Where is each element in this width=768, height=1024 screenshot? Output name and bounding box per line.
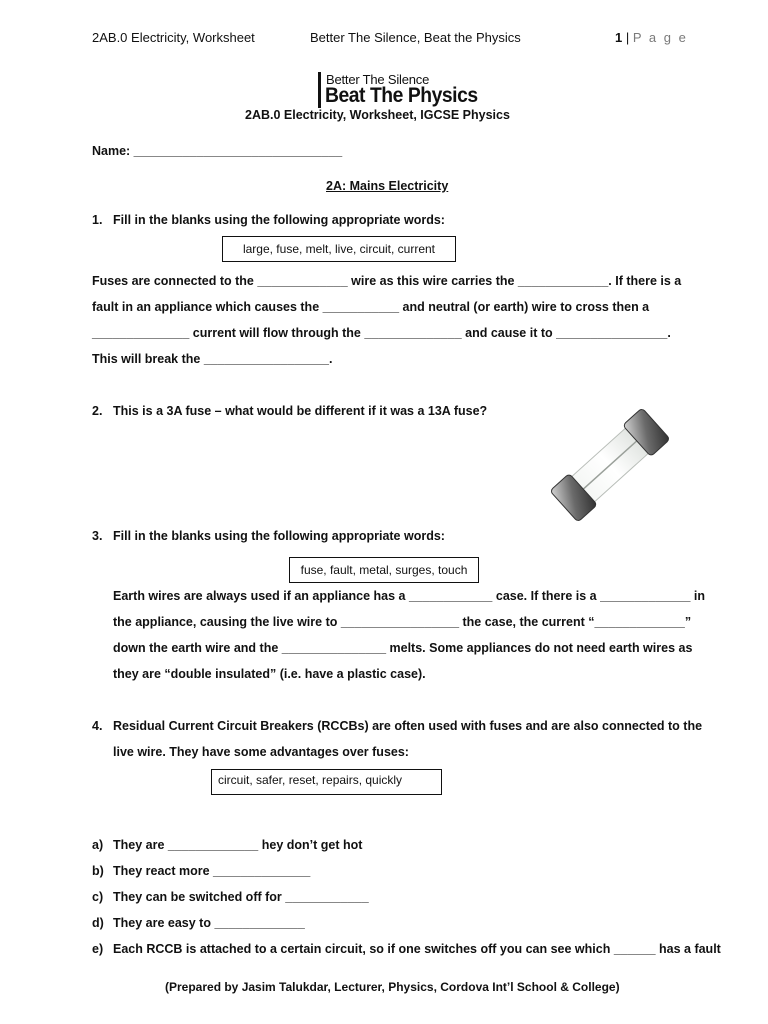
q4-item-label: a) <box>92 838 104 852</box>
q3-prompt: Fill in the blanks using the following appropriate words: <box>113 529 445 543</box>
section-heading: 2A: Mains Electricity <box>326 179 449 193</box>
q4-item-label: d) <box>92 916 104 930</box>
logo-title: Beat The Physics <box>325 84 478 107</box>
q4-item-text: Each RCCB is attached to a certain circuit, so if one switches off you can see which ______ has a fault <box>113 942 721 956</box>
q4-item-label: c) <box>92 890 104 904</box>
q3-line-2: the appliance, causing the live wire to _________________ the case, the current “_____________” <box>113 615 692 629</box>
q3-number: 3. <box>92 529 103 543</box>
page-separator: | <box>625 30 630 45</box>
header-doc-title: 2AB.0 Electricity, Worksheet <box>92 30 255 45</box>
q4-item-text: They are easy to _____________ <box>113 916 305 930</box>
logo-tagline: Better The Silence <box>326 72 430 87</box>
q3-word-bank: fuse, fault, metal, surges, touch <box>289 557 479 583</box>
q4-number: 4. <box>92 719 103 733</box>
q2-number: 2. <box>92 404 103 418</box>
q4-item-label: b) <box>92 864 104 878</box>
q1-number: 1. <box>92 213 103 227</box>
header-page-indicator <box>615 30 688 45</box>
q4-prompt-line-2: live wire. They have some advantages over fuses: <box>113 745 409 759</box>
q3-line-3: down the earth wire and the _______________ melts. Some appliances do not need earth wires as <box>113 641 693 655</box>
q3-line-1: Earth wires are always used if an appliance has a ____________ case. If there is a _____________ in <box>113 589 706 603</box>
q4-item-text: They react more ______________ <box>113 864 311 878</box>
q1-prompt: Fill in the blanks using the following appropriate words: <box>113 213 445 227</box>
logo-bar <box>318 72 321 108</box>
name-field: Name: ______________________________ <box>92 144 343 158</box>
q3-line-4: they are “double insulated” (i.e. have a plastic case). <box>113 667 426 681</box>
q4-item-text: They are _____________ hey don’t get hot <box>113 838 363 852</box>
q1-line-1: Fuses are connected to the _____________ wire as this wire carries the _____________. If there is a <box>92 274 682 288</box>
page-number: 1 <box>615 30 623 45</box>
q2-prompt: This is a 3A fuse – what would be different if it was a 13A fuse? <box>113 404 488 418</box>
q1-line-4: This will break the __________________. <box>92 352 333 366</box>
q4-word-bank: circuit, safer, reset, repairs, quickly <box>211 769 442 795</box>
q1-line-3: ______________ current will flow through the ______________ and cause it to ________________. <box>92 326 671 340</box>
q1-line-2: fault in an appliance which causes the ___________ and neutral (or earth) wire to cross then a <box>92 300 650 314</box>
fuse-image <box>540 400 680 530</box>
header-tagline: Better The Silence, Beat the Physics <box>310 30 521 45</box>
footer-credit: (Prepared by Jasim Talukdar, Lecturer, Physics, Cordova Int’l School & College) <box>165 980 620 994</box>
worksheet-title: 2AB.0 Electricity, Worksheet, IGCSE Physics <box>245 108 510 122</box>
q1-word-bank: large, fuse, melt, live, circuit, current <box>222 236 456 262</box>
page-label: P a g e <box>632 30 688 45</box>
q4-item-label: e) <box>92 942 104 956</box>
q4-item-text: They can be switched off for ____________ <box>113 890 369 904</box>
q4-prompt-line-1: Residual Current Circuit Breakers (RCCBs) are often used with fuses and are also connected to the <box>113 719 703 733</box>
